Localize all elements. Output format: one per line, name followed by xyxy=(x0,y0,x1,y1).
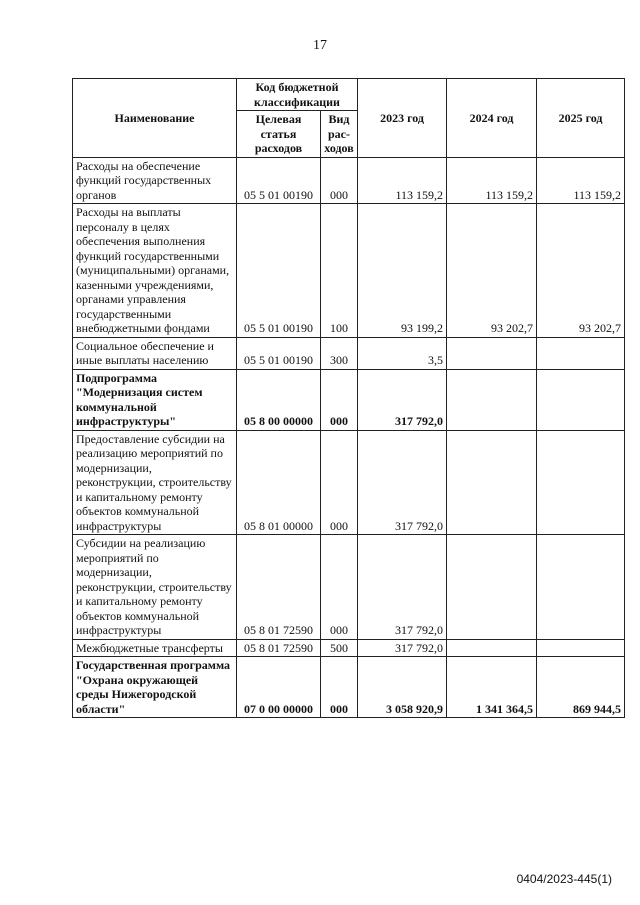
table-row xyxy=(73,337,625,369)
row-value-2023: 3,5 xyxy=(358,337,447,369)
header-target-article: Целевая статья расходов xyxy=(237,111,321,158)
row-value-2025 xyxy=(537,639,625,657)
table-row xyxy=(73,657,625,718)
page-number: 17 xyxy=(313,38,327,53)
row-target-article: 05 8 00 00000 xyxy=(237,369,321,430)
row-value-2023: 317 792,0 xyxy=(358,639,447,657)
row-expense-kind: 000 xyxy=(321,369,358,430)
row-value-2023: 317 792,0 xyxy=(358,369,447,430)
row-value-2023: 93 199,2 xyxy=(358,204,447,338)
header-expense-kind: Вид рас-ходов xyxy=(321,111,358,158)
table-row xyxy=(73,204,625,338)
row-value-2024: 1 341 364,5 xyxy=(447,657,537,718)
row-name: Подпрограмма "Модернизация систем коммунальной инфраструктуры" xyxy=(73,369,237,430)
header-2025: 2025 год xyxy=(537,79,625,158)
header-name: Наименование xyxy=(73,79,237,158)
row-name: Межбюджетные трансферты xyxy=(73,639,237,657)
row-value-2023: 113 159,2 xyxy=(358,157,447,204)
row-value-2023: 317 792,0 xyxy=(358,430,447,535)
row-expense-kind: 300 xyxy=(321,337,358,369)
row-value-2025 xyxy=(537,337,625,369)
row-target-article: 05 8 01 00000 xyxy=(237,430,321,535)
row-name: Предоставление субсидии на реализацию мероприятий по модернизации, реконструкции, строительству и капитальному ремонту объектов коммунальной инфраструктуры xyxy=(73,430,237,535)
row-expense-kind: 000 xyxy=(321,157,358,204)
row-value-2024: 113 159,2 xyxy=(447,157,537,204)
row-value-2024 xyxy=(447,369,537,430)
table-row xyxy=(73,639,625,657)
row-value-2025 xyxy=(537,369,625,430)
row-name: Расходы на выплаты персоналу в целях обеспечения выполнения функций государственными (муниципальными) органами, казенными учреждениями, органами управления государственными внебюджетными фондами xyxy=(73,204,237,338)
row-value-2025: 113 159,2 xyxy=(537,157,625,204)
row-value-2023: 3 058 920,9 xyxy=(358,657,447,718)
header-classification: Код бюджетной классификации xyxy=(237,79,358,111)
header-2024: 2024 год xyxy=(447,79,537,158)
row-value-2025 xyxy=(537,535,625,640)
row-expense-kind: 100 xyxy=(321,204,358,338)
table-row xyxy=(73,430,625,535)
table-body xyxy=(73,157,625,718)
row-value-2024 xyxy=(447,535,537,640)
table-row xyxy=(73,369,625,430)
budget-table xyxy=(72,78,625,718)
row-name: Социальное обеспечение и иные выплаты населению xyxy=(73,337,237,369)
row-target-article: 05 5 01 00190 xyxy=(237,204,321,338)
row-value-2024 xyxy=(447,639,537,657)
row-value-2025 xyxy=(537,430,625,535)
table-row xyxy=(73,157,625,204)
row-value-2024 xyxy=(447,430,537,535)
row-value-2024: 93 202,7 xyxy=(447,204,537,338)
row-target-article: 05 8 01 72590 xyxy=(237,639,321,657)
row-target-article: 05 5 01 00190 xyxy=(237,157,321,204)
row-expense-kind: 000 xyxy=(321,535,358,640)
row-expense-kind: 000 xyxy=(321,430,358,535)
document-code: 0404/2023-445(1) xyxy=(516,872,612,886)
row-value-2025: 869 944,5 xyxy=(537,657,625,718)
table-row xyxy=(73,535,625,640)
row-target-article: 05 5 01 00190 xyxy=(237,337,321,369)
row-value-2023: 317 792,0 xyxy=(358,535,447,640)
row-expense-kind: 500 xyxy=(321,639,358,657)
row-target-article: 05 8 01 72590 xyxy=(237,535,321,640)
row-name: Расходы на обеспечение функций государственных органов xyxy=(73,157,237,204)
row-name: Государственная программа "Охрана окружающей среды Нижегородской области" xyxy=(73,657,237,718)
row-expense-kind: 000 xyxy=(321,657,358,718)
row-target-article: 07 0 00 00000 xyxy=(237,657,321,718)
row-value-2025: 93 202,7 xyxy=(537,204,625,338)
row-value-2024 xyxy=(447,337,537,369)
row-name: Субсидии на реализацию мероприятий по модернизации, реконструкции, строительству и капитальному ремонту объектов коммунальной инфраструктуры xyxy=(73,535,237,640)
header-2023: 2023 год xyxy=(358,79,447,158)
